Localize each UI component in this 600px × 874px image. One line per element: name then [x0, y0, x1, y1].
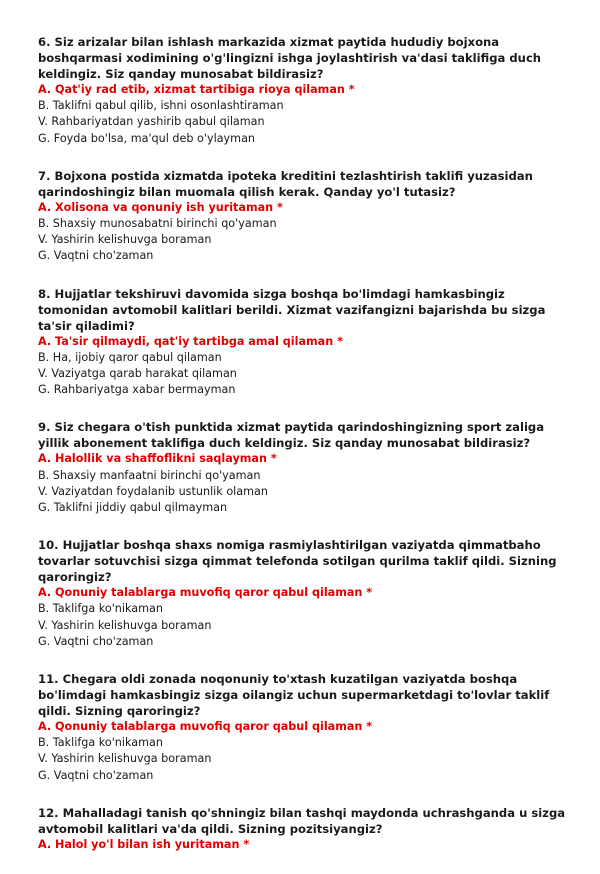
question-text: 7. Bojxona postida xizmatda ipoteka kreditini tezlashtirish taklifi yuzasidan qarindoshingiz bilan muomala qilish kerak. Qanday yo'l tutasiz?: [38, 168, 533, 199]
answer-option: V. Vaziyatdan foydalanib ustunlik olaman: [38, 484, 268, 498]
question-text: 10. Hujjatlar boshqa shaxs nomiga rasmiylashtirilgan vaziyatda qimmatbaho tovarlar sotuvchisi sizga qimmat telefonda sotilgan qurilma taklif qildi. Sizning qaroringiz?: [38, 538, 557, 585]
question-text: 8. Hujjatlar tekshiruvi davomida sizga boshqa bo'limdagi hamkasbingiz tomonidan avtomobil kalitlari berildi. Xizmat vazifangizni bajarishda bu sizga ta'sir qiladimi?: [38, 286, 546, 333]
question-block: [38, 168, 568, 265]
answer-option: B. Shaxsiy munosabatni birinchi qo'yaman: [38, 217, 277, 231]
question-text: 9. Siz chegara o'tish punktida xizmat paytida qarindoshingizning sport zaliga yillik abonement taklifiga duch keldingiz. Siz qanday munosabat bildirasiz?: [38, 420, 545, 451]
answer-option: V. Yashirin kelishuvga boraman: [38, 752, 212, 766]
correct-answer-option: A. Qonuniy talablarga muvofiq qaror qabul qilaman *: [38, 720, 373, 734]
answer-option: G. Foyda bo'lsa, ma'qul deb o'ylayman: [38, 131, 256, 145]
correct-answer-option: A. Ta'sir qilmaydi, qat'iy tartibga amal qilaman *: [38, 334, 343, 348]
question-block: [38, 805, 568, 853]
answer-option: V. Yashirin kelishuvga boraman: [38, 618, 212, 632]
question-block: [38, 537, 568, 650]
question-block: [38, 286, 568, 399]
answer-option: G. Vaqtni cho'zaman: [38, 634, 154, 648]
answer-option: V. Rahbariyatdan yashirib qabul qilaman: [38, 115, 265, 129]
question-block: [38, 671, 568, 784]
correct-answer-option: A. Halol yo'l bilan ish yuritaman *: [38, 837, 250, 851]
answer-option: G. Taklifni jiddiy qabul qilmayman: [38, 501, 228, 515]
answer-option: B. Taklifga ko'nikaman: [38, 736, 163, 750]
question-text: 12. Mahalladagi tanish qo'shningiz bilan tashqi maydonda uchrashganda u sizga avtomobil kalitlari va'da qildi. Sizning pozitsiyangiz?: [38, 805, 566, 836]
question-text: 11. Chegara oldi zonada noqonuniy to'xtash kuzatilgan vaziyatda boshqa bo'limdagi hamkasbingiz sizga oilangiz uchun supermarketdagi to'lovlar taklif qildi. Sizning qaroringiz?: [38, 672, 550, 719]
answer-option: G. Vaqtni cho'zaman: [38, 249, 154, 263]
answer-option: V. Yashirin kelishuvga boraman: [38, 233, 212, 247]
answer-option: V. Vaziyatga qarab harakat qilaman: [38, 367, 237, 381]
answer-option: B. Taklifni qabul qilib, ishni osonlashtiraman: [38, 99, 284, 113]
answer-option: G. Rahbariyatga xabar bermayman: [38, 383, 236, 397]
question-block: [38, 419, 568, 516]
correct-answer-option: A. Xolisona va qonuniy ish yuritaman *: [38, 200, 283, 214]
answer-option: B. Taklifga ko'nikaman: [38, 602, 163, 616]
question-list: [38, 34, 568, 874]
correct-answer-option: A. Halollik va shaffoflikni saqlayman *: [38, 452, 277, 466]
answer-option: G. Vaqtni cho'zaman: [38, 768, 154, 782]
question-text: 6. Siz arizalar bilan ishlash markazida xizmat paytida hududiy bojxona boshqarmasi xodimining o'g'lingizni ishga joylashtirish va'dasi taklifiga duch keldingiz. Siz qanday munosabat bildirasiz?: [38, 35, 542, 81]
answer-option: B. Ha, ijobiy qaror qabul qilaman: [38, 350, 222, 364]
question-block: [38, 34, 568, 147]
answer-option: B. Shaxsiy manfaatni birinchi qo'yaman: [38, 468, 261, 482]
correct-answer-option: A. Qonuniy talablarga muvofiq qaror qabul qilaman *: [38, 586, 373, 600]
correct-answer-option: A. Qat'iy rad etib, xizmat tartibiga rioya qilaman *: [38, 83, 355, 96]
